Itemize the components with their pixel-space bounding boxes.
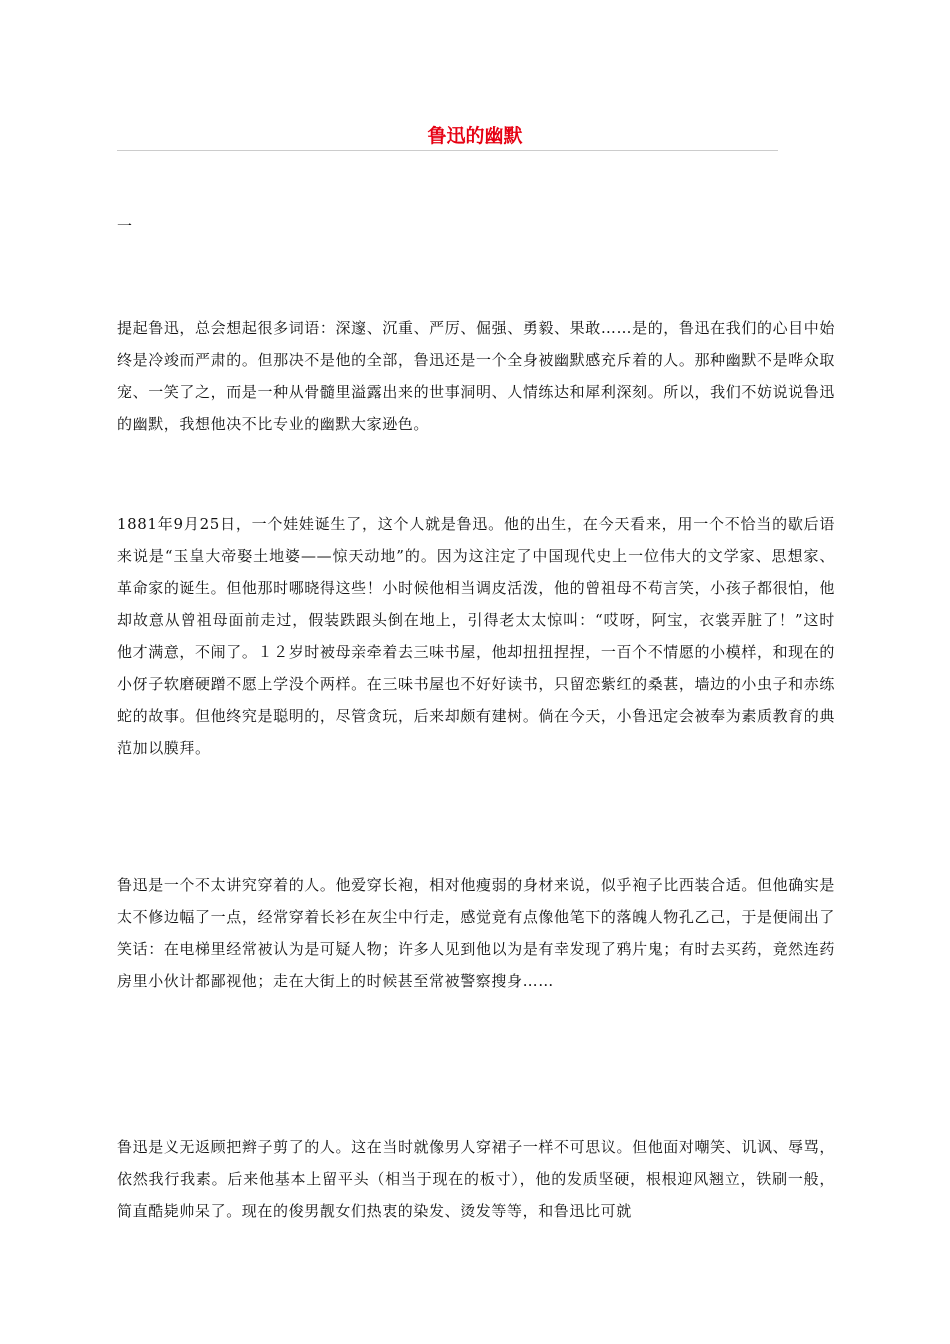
paragraph-1: 提起鲁迅，总会想起很多词语：深邃、沉重、严厉、倔强、勇毅、果敢……是的，鲁迅在我们的心目中始终是冷竣而严肃的。但那决不是他的全部，鲁迅还是一个全身被幽默感充斥着的人。那种幽默不是哗众取宠、一笑了之，而是一种从骨髓里溢露出来的世事洞明、人情练达和犀利深刻。所以，我们不妨说说鲁迅的幽默，我想他决不比专业的幽默大家逊色。: [117, 319, 835, 433]
paragraph-4: 鲁迅是义无返顾把辫子剪了的人。这在当时就像男人穿裙子一样不可思议。但他面对嘲笑、讥讽、辱骂，依然我行我素。后来他基本上留平头（相当于现在的板寸），他的发质坚硬，根根迎风翘立，铁刷一般，简直酷毙帅呆了。现在的俊男靓女们热衷的染发、烫发等等，和鲁迅比可就: [117, 1138, 835, 1220]
section-number: 一: [117, 217, 133, 235]
document-title: 鲁迅的幽默: [427, 125, 523, 147]
paragraph-2: 1881年9月25日，一个娃娃诞生了，这个人就是鲁迅。他的出生，在今天看来，用一个不恰当的歇后语来说是“玉皇大帝娶土地婆——惊天动地”的。因为这注定了中国现代史上一位伟大的文学家、思想家、革命家的诞生。但他那时哪晓得这些！小时候他相当调皮活泼，他的曾祖母不苟言笑，小孩子都很怕，他却故意从曾祖母面前走过，假装跌跟头倒在地上，引得老太太惊叫：“哎呀，阿宝，衣裳弄脏了！”这时他才满意，不闹了。１２岁时被母亲牵着去三味书屋，他却扭扭捏捏，一百个不情愿的小模样，和现在的小伢子软磨硬蹭不愿上学没个两样。在三味书屋也不好好读书，只留恋紫红的桑葚，墙边的小虫子和赤练蛇的故事。但他终究是聪明的，尽管贪玩，后来却颇有建树。倘在今天，小鲁迅定会被奉为素质教育的典范加以膜拜。: [117, 515, 835, 757]
paragraph-3: 鲁迅是一个不太讲究穿着的人。他爱穿长袍，相对他瘦弱的身材来说，似乎袍子比西装合适。但他确实是太不修边幅了一点，经常穿着长衫在灰尘中行走，感觉竟有点像他笔下的落魄人物孔乙己，于是便闹出了笑话：在电梯里经常被认为是可疑人物；许多人见到他以为是有幸发现了鸦片鬼；有时去买药，竟然连药房里小伙计都鄙视他；走在大街上的时候甚至常被警察搜身……: [117, 876, 835, 990]
title-divider: [117, 150, 778, 151]
